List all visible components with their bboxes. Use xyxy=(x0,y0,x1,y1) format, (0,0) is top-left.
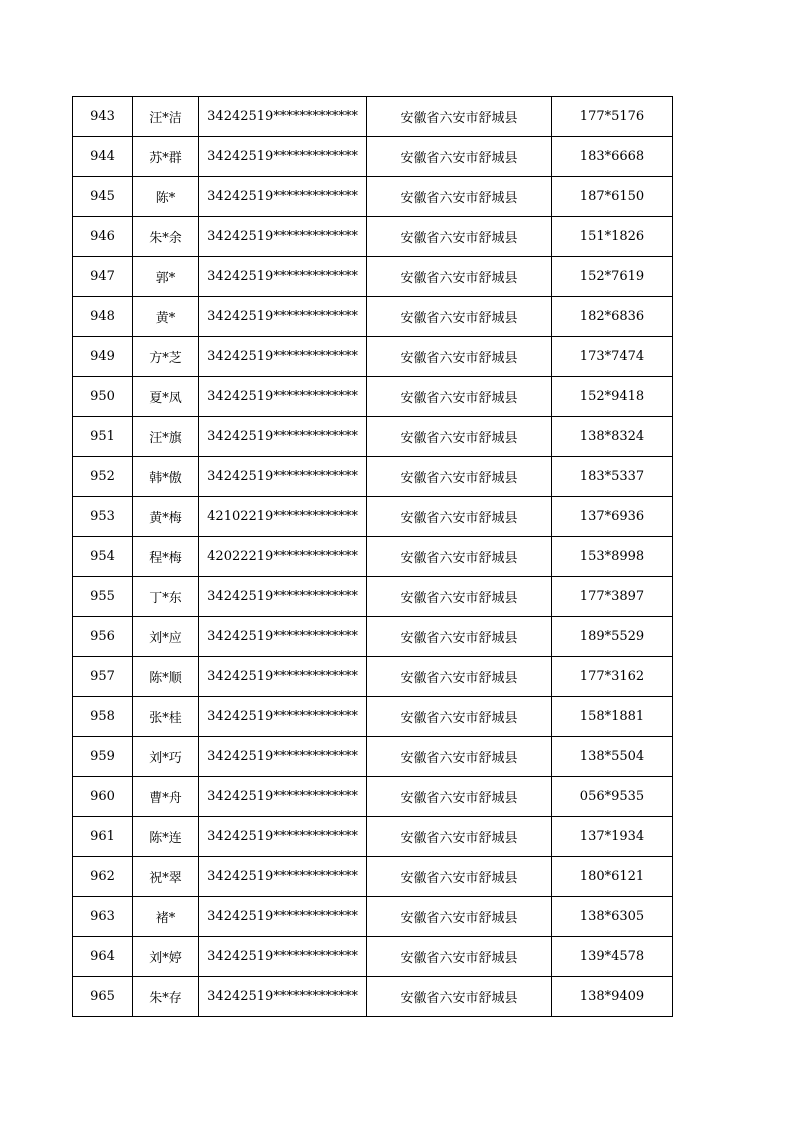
roster-table xyxy=(72,96,673,1017)
id-number-cell: 34242519************* xyxy=(199,617,367,657)
phone-cell: 138*9409 xyxy=(552,977,673,1017)
row-number-cell: 953 xyxy=(73,497,133,537)
address-cell: 安徽省六安市舒城县 xyxy=(367,457,552,497)
address-cell: 安徽省六安市舒城县 xyxy=(367,497,552,537)
table-row xyxy=(73,857,673,897)
id-number-cell: 34242519************* xyxy=(199,697,367,737)
row-number-cell: 958 xyxy=(73,697,133,737)
row-number-cell: 965 xyxy=(73,977,133,1017)
id-number-cell: 34242519************* xyxy=(199,257,367,297)
table-row xyxy=(73,897,673,937)
table-row xyxy=(73,217,673,257)
table-row xyxy=(73,537,673,577)
name-cell: 汪*洁 xyxy=(133,97,199,137)
row-number-cell: 962 xyxy=(73,857,133,897)
address-cell: 安徽省六安市舒城县 xyxy=(367,817,552,857)
row-number-cell: 957 xyxy=(73,657,133,697)
id-number-cell: 34242519************* xyxy=(199,777,367,817)
row-number-cell: 952 xyxy=(73,457,133,497)
row-number-cell: 949 xyxy=(73,337,133,377)
table-row xyxy=(73,577,673,617)
table-row xyxy=(73,297,673,337)
id-number-cell: 34242519************* xyxy=(199,297,367,337)
address-cell: 安徽省六安市舒城县 xyxy=(367,617,552,657)
table-row xyxy=(73,697,673,737)
table-row xyxy=(73,137,673,177)
address-cell: 安徽省六安市舒城县 xyxy=(367,537,552,577)
roster-table-body xyxy=(73,97,673,1017)
name-cell: 韩*傲 xyxy=(133,457,199,497)
phone-cell: 173*7474 xyxy=(552,337,673,377)
id-number-cell: 34242519************* xyxy=(199,937,367,977)
address-cell: 安徽省六安市舒城县 xyxy=(367,377,552,417)
phone-cell: 183*6668 xyxy=(552,137,673,177)
id-number-cell: 34242519************* xyxy=(199,577,367,617)
phone-cell: 158*1881 xyxy=(552,697,673,737)
roster-sheet xyxy=(72,96,673,1017)
row-number-cell: 963 xyxy=(73,897,133,937)
name-cell: 夏*凤 xyxy=(133,377,199,417)
phone-cell: 187*6150 xyxy=(552,177,673,217)
table-row xyxy=(73,377,673,417)
name-cell: 朱*余 xyxy=(133,217,199,257)
name-cell: 丁*东 xyxy=(133,577,199,617)
id-number-cell: 34242519************* xyxy=(199,177,367,217)
address-cell: 安徽省六安市舒城县 xyxy=(367,417,552,457)
address-cell: 安徽省六安市舒城县 xyxy=(367,577,552,617)
id-number-cell: 34242519************* xyxy=(199,977,367,1017)
phone-cell: 138*8324 xyxy=(552,417,673,457)
table-row xyxy=(73,657,673,697)
phone-cell: 139*4578 xyxy=(552,937,673,977)
phone-cell: 151*1826 xyxy=(552,217,673,257)
table-row xyxy=(73,937,673,977)
row-number-cell: 947 xyxy=(73,257,133,297)
row-number-cell: 951 xyxy=(73,417,133,457)
table-row xyxy=(73,177,673,217)
table-row xyxy=(73,737,673,777)
address-cell: 安徽省六安市舒城县 xyxy=(367,177,552,217)
id-number-cell: 34242519************* xyxy=(199,377,367,417)
table-row xyxy=(73,457,673,497)
id-number-cell: 34242519************* xyxy=(199,137,367,177)
name-cell: 黄* xyxy=(133,297,199,337)
id-number-cell: 34242519************* xyxy=(199,737,367,777)
row-number-cell: 960 xyxy=(73,777,133,817)
name-cell: 祝*翠 xyxy=(133,857,199,897)
id-number-cell: 34242519************* xyxy=(199,337,367,377)
address-cell: 安徽省六安市舒城县 xyxy=(367,257,552,297)
phone-cell: 138*6305 xyxy=(552,897,673,937)
table-row xyxy=(73,257,673,297)
table-row xyxy=(73,497,673,537)
id-number-cell: 34242519************* xyxy=(199,217,367,257)
row-number-cell: 961 xyxy=(73,817,133,857)
id-number-cell: 42102219************* xyxy=(199,497,367,537)
phone-cell: 152*7619 xyxy=(552,257,673,297)
row-number-cell: 950 xyxy=(73,377,133,417)
table-row xyxy=(73,977,673,1017)
address-cell: 安徽省六安市舒城县 xyxy=(367,737,552,777)
address-cell: 安徽省六安市舒城县 xyxy=(367,697,552,737)
row-number-cell: 964 xyxy=(73,937,133,977)
address-cell: 安徽省六安市舒城县 xyxy=(367,137,552,177)
phone-cell: 056*9535 xyxy=(552,777,673,817)
table-row xyxy=(73,617,673,657)
address-cell: 安徽省六安市舒城县 xyxy=(367,977,552,1017)
row-number-cell: 959 xyxy=(73,737,133,777)
name-cell: 陈*顺 xyxy=(133,657,199,697)
name-cell: 曹*舟 xyxy=(133,777,199,817)
phone-cell: 183*5337 xyxy=(552,457,673,497)
address-cell: 安徽省六安市舒城县 xyxy=(367,657,552,697)
row-number-cell: 946 xyxy=(73,217,133,257)
id-number-cell: 34242519************* xyxy=(199,817,367,857)
phone-cell: 152*9418 xyxy=(552,377,673,417)
row-number-cell: 956 xyxy=(73,617,133,657)
id-number-cell: 34242519************* xyxy=(199,457,367,497)
row-number-cell: 943 xyxy=(73,97,133,137)
phone-cell: 180*6121 xyxy=(552,857,673,897)
row-number-cell: 944 xyxy=(73,137,133,177)
name-cell: 郭* xyxy=(133,257,199,297)
address-cell: 安徽省六安市舒城县 xyxy=(367,217,552,257)
row-number-cell: 948 xyxy=(73,297,133,337)
address-cell: 安徽省六安市舒城县 xyxy=(367,297,552,337)
name-cell: 程*梅 xyxy=(133,537,199,577)
address-cell: 安徽省六安市舒城县 xyxy=(367,937,552,977)
phone-cell: 137*6936 xyxy=(552,497,673,537)
table-row xyxy=(73,97,673,137)
phone-cell: 153*8998 xyxy=(552,537,673,577)
table-row xyxy=(73,337,673,377)
name-cell: 陈*连 xyxy=(133,817,199,857)
id-number-cell: 34242519************* xyxy=(199,897,367,937)
phone-cell: 177*5176 xyxy=(552,97,673,137)
address-cell: 安徽省六安市舒城县 xyxy=(367,337,552,377)
id-number-cell: 34242519************* xyxy=(199,857,367,897)
name-cell: 陈* xyxy=(133,177,199,217)
phone-cell: 189*5529 xyxy=(552,617,673,657)
address-cell: 安徽省六安市舒城县 xyxy=(367,97,552,137)
row-number-cell: 945 xyxy=(73,177,133,217)
id-number-cell: 34242519************* xyxy=(199,97,367,137)
phone-cell: 177*3162 xyxy=(552,657,673,697)
address-cell: 安徽省六安市舒城县 xyxy=(367,857,552,897)
name-cell: 张*桂 xyxy=(133,697,199,737)
address-cell: 安徽省六安市舒城县 xyxy=(367,777,552,817)
name-cell: 褚* xyxy=(133,897,199,937)
name-cell: 苏*群 xyxy=(133,137,199,177)
name-cell: 刘*应 xyxy=(133,617,199,657)
row-number-cell: 954 xyxy=(73,537,133,577)
address-cell: 安徽省六安市舒城县 xyxy=(367,897,552,937)
phone-cell: 182*6836 xyxy=(552,297,673,337)
table-row xyxy=(73,817,673,857)
phone-cell: 138*5504 xyxy=(552,737,673,777)
phone-cell: 177*3897 xyxy=(552,577,673,617)
name-cell: 汪*旗 xyxy=(133,417,199,457)
name-cell: 黄*梅 xyxy=(133,497,199,537)
name-cell: 刘*婷 xyxy=(133,937,199,977)
table-row xyxy=(73,777,673,817)
id-number-cell: 34242519************* xyxy=(199,657,367,697)
id-number-cell: 42022219************* xyxy=(199,537,367,577)
name-cell: 朱*存 xyxy=(133,977,199,1017)
name-cell: 刘*巧 xyxy=(133,737,199,777)
table-row xyxy=(73,417,673,457)
phone-cell: 137*1934 xyxy=(552,817,673,857)
row-number-cell: 955 xyxy=(73,577,133,617)
name-cell: 方*芝 xyxy=(133,337,199,377)
id-number-cell: 34242519************* xyxy=(199,417,367,457)
